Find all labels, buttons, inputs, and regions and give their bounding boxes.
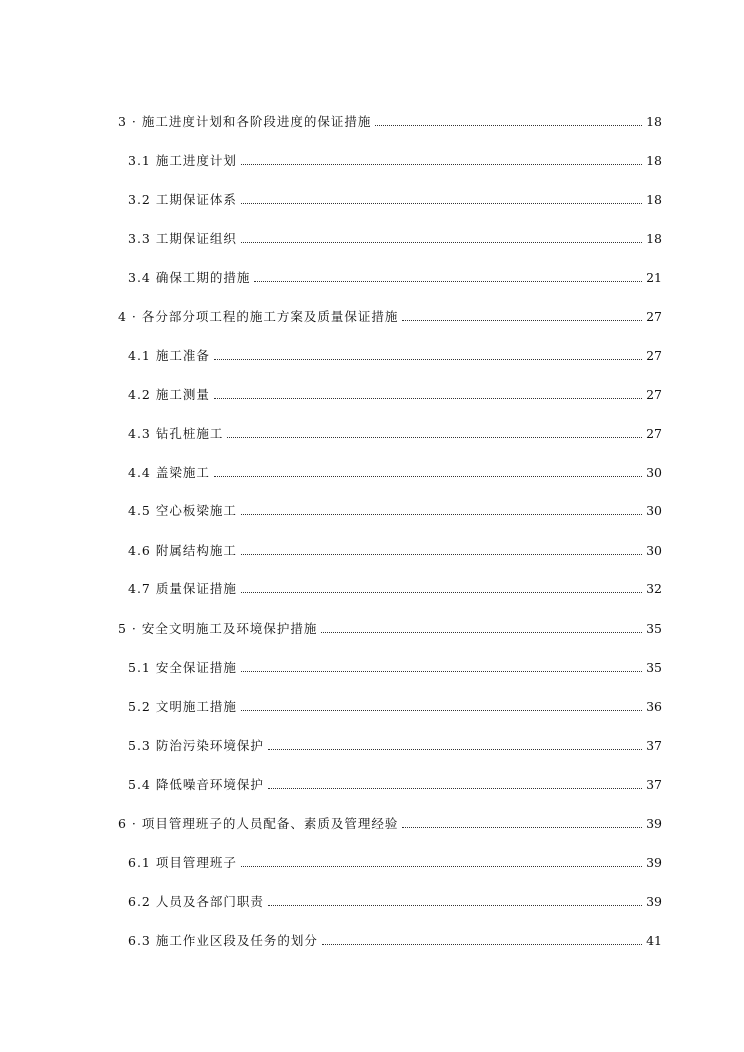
dot-leader (322, 944, 642, 945)
toc-entry-page: 37 (646, 777, 662, 792)
dot-leader (214, 359, 642, 360)
toc-entry-page: 18 (646, 114, 662, 129)
toc-entry-title: 5 · 安全文明施工及环境保护措施 (118, 620, 321, 638)
toc-entry-title: 4.6 附属结构施工 (128, 542, 241, 560)
dot-leader (241, 514, 642, 515)
toc-entry[interactable] (128, 696, 662, 716)
toc-entry[interactable] (118, 813, 662, 833)
toc-entry[interactable] (128, 540, 662, 560)
toc-entry-title: 3.2 工期保证体系 (128, 191, 241, 209)
toc-entry-page: 39 (646, 894, 662, 909)
toc-entry-title: 4.1 施工准备 (128, 347, 214, 365)
toc-entry-page: 35 (646, 660, 662, 675)
toc-entry-title: 4 · 各分部分项工程的施工方案及质量保证措施 (118, 308, 402, 326)
toc-entry[interactable] (128, 774, 662, 794)
toc-entry[interactable] (118, 306, 662, 326)
dot-leader (214, 476, 642, 477)
toc-entry-title: 3.1 施工进度计划 (128, 152, 241, 170)
toc-entry-page: 30 (646, 543, 662, 558)
toc-entry[interactable] (128, 500, 662, 520)
toc-entry-page: 27 (646, 309, 662, 324)
dot-leader (214, 398, 642, 399)
dot-leader (402, 320, 642, 321)
toc-entry-page: 27 (646, 387, 662, 402)
dot-leader (241, 554, 642, 555)
toc-entry-page: 30 (646, 503, 662, 518)
toc-entry-title: 4.4 盖梁施工 (128, 464, 214, 482)
toc-entry-title: 4.2 施工测量 (128, 386, 214, 404)
toc-entry[interactable] (128, 150, 662, 170)
toc-entry-title: 4.7 质量保证措施 (128, 580, 241, 598)
toc-entry-page: 37 (646, 738, 662, 753)
toc-entry-title: 5.3 防治污染环境保护 (128, 737, 268, 755)
toc-entry-title: 5.2 文明施工措施 (128, 698, 241, 716)
toc-entry-page: 35 (646, 621, 662, 636)
toc-entry-page: 32 (646, 581, 662, 596)
toc-entry-page: 21 (646, 270, 662, 285)
dot-leader (254, 281, 642, 282)
toc-entry-title: 6.2 人员及各部门职责 (128, 893, 268, 911)
toc-entry[interactable] (128, 930, 662, 950)
dot-leader (268, 905, 642, 906)
dot-leader (241, 671, 642, 672)
toc-entry[interactable] (128, 891, 662, 911)
dot-leader (321, 632, 642, 633)
toc-entry[interactable] (128, 852, 662, 872)
dot-leader (241, 710, 642, 711)
toc-entry[interactable] (128, 384, 662, 404)
toc-entry-title: 3.4 确保工期的措施 (128, 269, 254, 287)
toc-entry-title: 4.3 钻孔桩施工 (128, 425, 227, 443)
toc-entry[interactable] (128, 578, 662, 598)
dot-leader (402, 827, 642, 828)
dot-leader (375, 125, 642, 126)
toc-entry-title: 6.1 项目管理班子 (128, 854, 241, 872)
toc-entry[interactable] (128, 345, 662, 365)
toc-entry-page: 39 (646, 816, 662, 831)
toc-entry-title: 6.3 施工作业区段及任务的划分 (128, 932, 322, 950)
toc-entry-page: 30 (646, 465, 662, 480)
toc-entry[interactable] (128, 735, 662, 755)
toc-entry-title: 3.3 工期保证组织 (128, 230, 241, 248)
toc-entry-page: 41 (646, 933, 662, 948)
toc-entry-title: 5.4 降低噪音环境保护 (128, 776, 268, 794)
toc-entry-title: 4.5 空心板梁施工 (128, 502, 241, 520)
toc-entry-page: 18 (646, 231, 662, 246)
toc-entry-page: 18 (646, 153, 662, 168)
toc-entry-title: 3 · 施工进度计划和各阶段进度的保证措施 (118, 113, 375, 131)
dot-leader (241, 242, 642, 243)
toc-entry[interactable] (128, 423, 662, 443)
toc-entry[interactable] (128, 267, 662, 287)
toc-entry[interactable] (118, 111, 662, 131)
toc-entry-page: 39 (646, 855, 662, 870)
dot-leader (241, 203, 642, 204)
dot-leader (241, 866, 642, 867)
toc-entry[interactable] (128, 228, 662, 248)
toc-entry-page: 27 (646, 426, 662, 441)
toc-entry[interactable] (118, 618, 662, 638)
dot-leader (268, 788, 642, 789)
dot-leader (241, 592, 642, 593)
toc-entry-page: 36 (646, 699, 662, 714)
dot-leader (241, 164, 642, 165)
toc-entry[interactable] (128, 657, 662, 677)
toc-entry-title: 5.1 安全保证措施 (128, 659, 241, 677)
toc-entry-page: 27 (646, 348, 662, 363)
dot-leader (268, 749, 642, 750)
toc-entry-title: 6 · 项目管理班子的人员配备、素质及管理经验 (118, 815, 402, 833)
toc-entry[interactable] (128, 462, 662, 482)
dot-leader (227, 437, 642, 438)
toc-entry-page: 18 (646, 192, 662, 207)
toc-entry[interactable] (128, 189, 662, 209)
